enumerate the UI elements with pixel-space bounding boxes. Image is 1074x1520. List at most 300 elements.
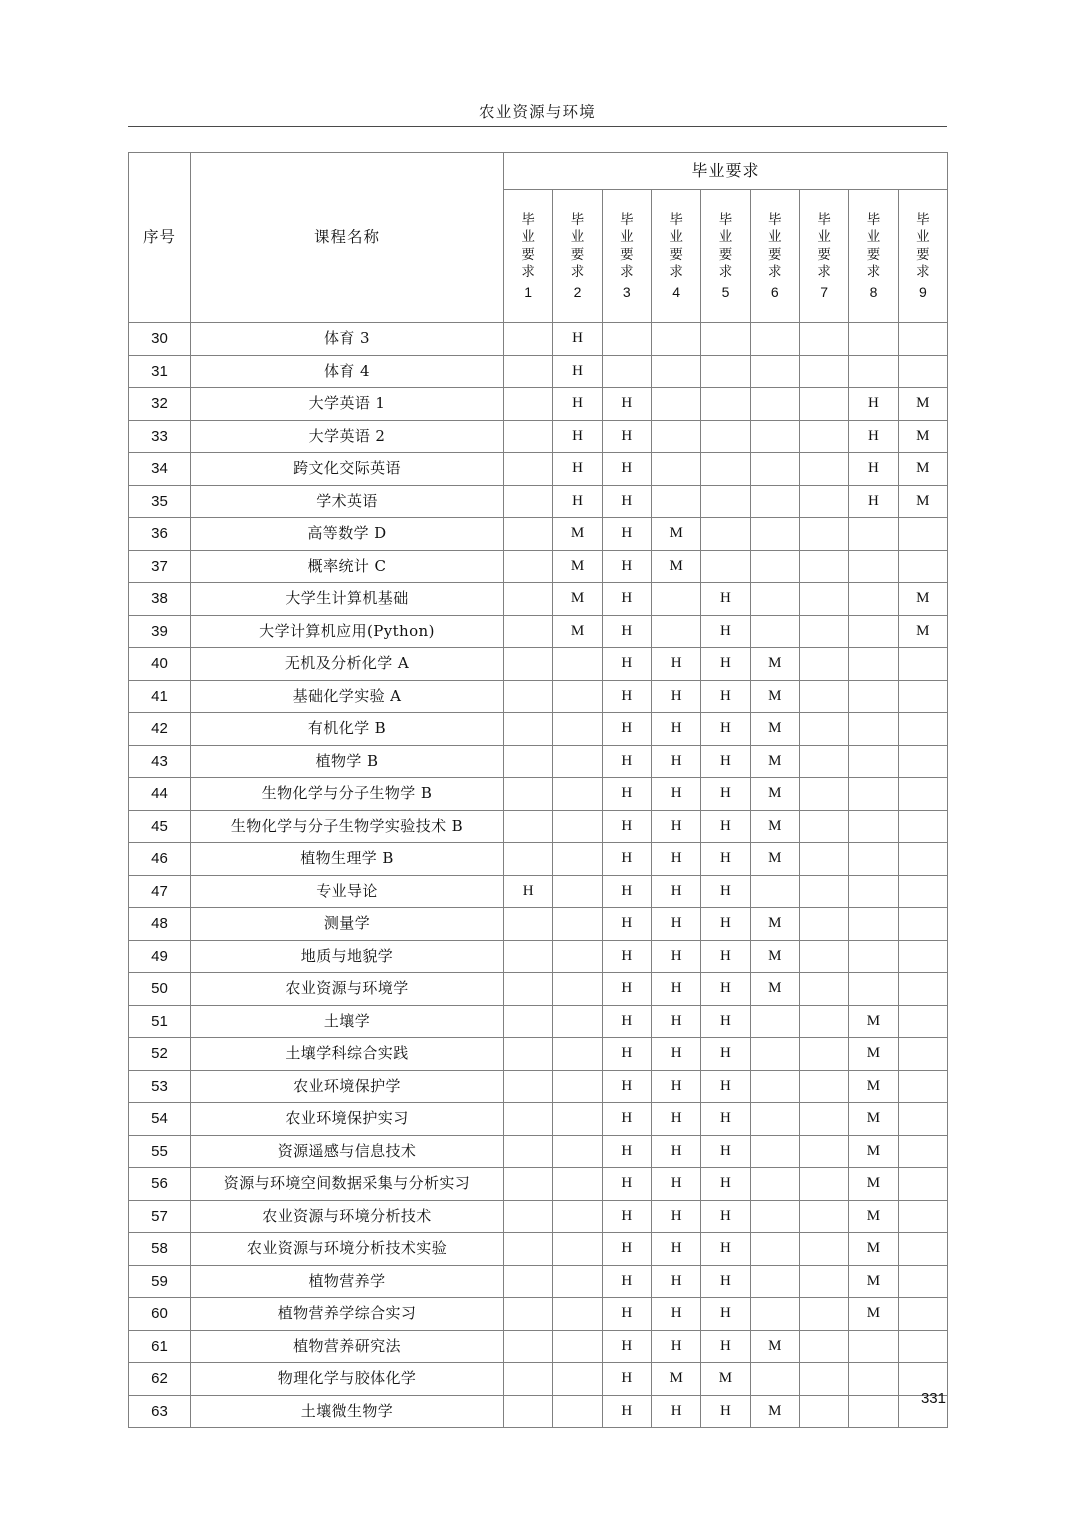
cell-requirement-5: H xyxy=(701,583,750,616)
cell-requirement-6 xyxy=(750,388,799,421)
cell-requirement-2 xyxy=(553,648,602,681)
cell-index: 58 xyxy=(129,1233,191,1266)
cell-requirement-2 xyxy=(553,908,602,941)
cell-requirement-3: H xyxy=(602,420,651,453)
cell-requirement-6: M xyxy=(750,648,799,681)
cell-index: 54 xyxy=(129,1103,191,1136)
cell-requirement-7 xyxy=(799,810,848,843)
cell-requirement-8 xyxy=(849,615,898,648)
column-header-requirement-3: 毕 业 要 求 3 xyxy=(602,190,651,323)
cell-requirement-7 xyxy=(799,778,848,811)
cell-requirement-5: H xyxy=(701,875,750,908)
cell-requirement-9 xyxy=(898,1070,947,1103)
cell-requirement-3: H xyxy=(602,1265,651,1298)
table-row xyxy=(129,1038,948,1071)
cell-index: 41 xyxy=(129,680,191,713)
cell-requirement-2 xyxy=(553,1038,602,1071)
cell-course-name: 植物生理学 B xyxy=(191,843,504,876)
cell-requirement-8 xyxy=(849,518,898,551)
cell-requirement-6: M xyxy=(750,810,799,843)
column-header-requirement-7: 毕 业 要 求 7 xyxy=(799,190,848,323)
table-row xyxy=(129,810,948,843)
table-row xyxy=(129,1200,948,1233)
cell-requirement-9 xyxy=(898,1200,947,1233)
cell-requirement-3: H xyxy=(602,940,651,973)
cell-requirement-9: M xyxy=(898,453,947,486)
cell-requirement-8 xyxy=(849,648,898,681)
cell-requirement-3: H xyxy=(602,778,651,811)
table-row xyxy=(129,1103,948,1136)
cell-requirement-5: H xyxy=(701,810,750,843)
cell-requirement-4 xyxy=(651,583,700,616)
cell-requirement-5: M xyxy=(701,1363,750,1396)
cell-requirement-4: H xyxy=(651,1038,700,1071)
cell-requirement-5: H xyxy=(701,680,750,713)
cell-requirement-8: M xyxy=(849,1103,898,1136)
cell-requirement-5: H xyxy=(701,745,750,778)
cell-course-name: 土壤学科综合实践 xyxy=(191,1038,504,1071)
column-header-requirement-6: 毕 业 要 求 6 xyxy=(750,190,799,323)
cell-course-name: 大学英语 1 xyxy=(191,388,504,421)
cell-course-name: 无机及分析化学 A xyxy=(191,648,504,681)
cell-requirement-1 xyxy=(504,648,553,681)
cell-requirement-4: H xyxy=(651,1395,700,1428)
table-row xyxy=(129,1135,948,1168)
cell-requirement-4: H xyxy=(651,778,700,811)
cell-requirement-6 xyxy=(750,485,799,518)
cell-requirement-5: H xyxy=(701,1103,750,1136)
cell-requirement-7 xyxy=(799,1265,848,1298)
cell-requirement-4: H xyxy=(651,940,700,973)
cell-index: 38 xyxy=(129,583,191,616)
cell-course-name: 土壤学 xyxy=(191,1005,504,1038)
cell-course-name: 跨文化交际英语 xyxy=(191,453,504,486)
cell-requirement-8: M xyxy=(849,1070,898,1103)
table-row xyxy=(129,713,948,746)
cell-requirement-7 xyxy=(799,355,848,388)
cell-requirement-3: H xyxy=(602,1395,651,1428)
page-number: 331 xyxy=(920,1390,946,1407)
cell-requirement-3: H xyxy=(602,550,651,583)
cell-requirement-3: H xyxy=(602,875,651,908)
cell-requirement-5: H xyxy=(701,843,750,876)
cell-requirement-4 xyxy=(651,355,700,388)
cell-requirement-1 xyxy=(504,1395,553,1428)
cell-requirement-6 xyxy=(750,1233,799,1266)
cell-index: 59 xyxy=(129,1265,191,1298)
cell-requirement-5 xyxy=(701,518,750,551)
cell-requirement-5: H xyxy=(701,1168,750,1201)
cell-course-name: 植物营养学 xyxy=(191,1265,504,1298)
cell-requirement-1 xyxy=(504,843,553,876)
cell-requirement-6 xyxy=(750,1070,799,1103)
cell-requirement-8 xyxy=(849,1395,898,1428)
cell-requirement-4: H xyxy=(651,875,700,908)
cell-index: 30 xyxy=(129,323,191,356)
cell-requirement-9 xyxy=(898,323,947,356)
cell-requirement-3: H xyxy=(602,745,651,778)
cell-requirement-2 xyxy=(553,940,602,973)
cell-requirement-4: H xyxy=(651,1233,700,1266)
cell-course-name: 物理化学与胶体化学 xyxy=(191,1363,504,1396)
cell-requirement-2 xyxy=(553,1103,602,1136)
cell-requirement-9 xyxy=(898,1330,947,1363)
cell-requirement-9 xyxy=(898,1298,947,1331)
cell-requirement-3: H xyxy=(602,1103,651,1136)
cell-index: 53 xyxy=(129,1070,191,1103)
table-row xyxy=(129,973,948,1006)
cell-requirement-6: M xyxy=(750,1330,799,1363)
cell-requirement-2 xyxy=(553,1363,602,1396)
cell-requirement-8: M xyxy=(849,1168,898,1201)
cell-requirement-2: H xyxy=(553,323,602,356)
cell-requirement-2 xyxy=(553,1200,602,1233)
cell-requirement-2: M xyxy=(553,583,602,616)
cell-requirement-9 xyxy=(898,518,947,551)
cell-requirement-7 xyxy=(799,550,848,583)
table-row xyxy=(129,420,948,453)
cell-requirement-1 xyxy=(504,1233,553,1266)
cell-requirement-8: M xyxy=(849,1265,898,1298)
cell-requirement-7 xyxy=(799,615,848,648)
cell-course-name: 基础化学实验 A xyxy=(191,680,504,713)
cell-requirement-8 xyxy=(849,355,898,388)
cell-requirement-3: H xyxy=(602,908,651,941)
cell-requirement-6: M xyxy=(750,843,799,876)
cell-requirement-5 xyxy=(701,388,750,421)
cell-requirement-8 xyxy=(849,550,898,583)
matrix-table xyxy=(128,152,948,1428)
cell-requirement-9 xyxy=(898,843,947,876)
cell-index: 36 xyxy=(129,518,191,551)
cell-index: 31 xyxy=(129,355,191,388)
cell-requirement-6 xyxy=(750,355,799,388)
cell-requirement-9 xyxy=(898,908,947,941)
cell-requirement-7 xyxy=(799,1363,848,1396)
cell-course-name: 生物化学与分子生物学实验技术 B xyxy=(191,810,504,843)
cell-requirement-6 xyxy=(750,453,799,486)
cell-requirement-4 xyxy=(651,615,700,648)
cell-requirement-3 xyxy=(602,355,651,388)
cell-index: 48 xyxy=(129,908,191,941)
table-row xyxy=(129,908,948,941)
cell-requirement-7 xyxy=(799,648,848,681)
table-row xyxy=(129,485,948,518)
table-row xyxy=(129,323,948,356)
cell-requirement-5 xyxy=(701,420,750,453)
cell-requirement-3: H xyxy=(602,1200,651,1233)
cell-requirement-4: H xyxy=(651,1070,700,1103)
cell-requirement-7 xyxy=(799,1233,848,1266)
cell-requirement-8 xyxy=(849,843,898,876)
cell-course-name: 高等数学 D xyxy=(191,518,504,551)
cell-requirement-6 xyxy=(750,1005,799,1038)
cell-requirement-5: H xyxy=(701,1298,750,1331)
cell-requirement-4: H xyxy=(651,1103,700,1136)
cell-requirement-1 xyxy=(504,908,553,941)
cell-course-name: 地质与地貌学 xyxy=(191,940,504,973)
cell-requirement-8: M xyxy=(849,1038,898,1071)
cell-index: 61 xyxy=(129,1330,191,1363)
cell-requirement-9 xyxy=(898,1038,947,1071)
cell-course-name: 测量学 xyxy=(191,908,504,941)
cell-requirement-9 xyxy=(898,355,947,388)
cell-requirement-5: H xyxy=(701,1200,750,1233)
column-header-requirement-2: 毕 业 要 求 2 xyxy=(553,190,602,323)
cell-requirement-1 xyxy=(504,1298,553,1331)
cell-requirement-1 xyxy=(504,583,553,616)
cell-requirement-6 xyxy=(750,1265,799,1298)
table-header-row-top xyxy=(129,153,948,190)
table-row xyxy=(129,1265,948,1298)
cell-course-name: 植物学 B xyxy=(191,745,504,778)
cell-requirement-7 xyxy=(799,1395,848,1428)
cell-requirement-4: H xyxy=(651,745,700,778)
cell-requirement-1 xyxy=(504,1168,553,1201)
cell-requirement-8 xyxy=(849,810,898,843)
cell-requirement-9: M xyxy=(898,615,947,648)
table-row xyxy=(129,1168,948,1201)
cell-requirement-6 xyxy=(750,875,799,908)
cell-requirement-1 xyxy=(504,388,553,421)
cell-requirement-4 xyxy=(651,485,700,518)
cell-requirement-8: M xyxy=(849,1233,898,1266)
cell-requirement-1 xyxy=(504,1070,553,1103)
cell-requirement-2 xyxy=(553,680,602,713)
cell-course-name: 农业环境保护实习 xyxy=(191,1103,504,1136)
cell-index: 60 xyxy=(129,1298,191,1331)
cell-requirement-8 xyxy=(849,973,898,1006)
table-row xyxy=(129,745,948,778)
cell-requirement-8 xyxy=(849,680,898,713)
cell-requirement-6 xyxy=(750,518,799,551)
cell-requirement-9 xyxy=(898,550,947,583)
cell-requirement-5: H xyxy=(701,713,750,746)
cell-requirement-2 xyxy=(553,1265,602,1298)
cell-course-name: 大学英语 2 xyxy=(191,420,504,453)
table-row xyxy=(129,355,948,388)
column-header-index: 序号 xyxy=(129,153,191,323)
cell-requirement-2: H xyxy=(553,485,602,518)
cell-requirement-6: M xyxy=(750,973,799,1006)
cell-index: 33 xyxy=(129,420,191,453)
cell-requirement-5 xyxy=(701,485,750,518)
cell-index: 47 xyxy=(129,875,191,908)
cell-course-name: 体育 3 xyxy=(191,323,504,356)
cell-requirement-8: M xyxy=(849,1200,898,1233)
cell-requirement-2: M xyxy=(553,550,602,583)
cell-requirement-8 xyxy=(849,323,898,356)
cell-requirement-4: H xyxy=(651,1265,700,1298)
table-row xyxy=(129,1070,948,1103)
cell-requirement-4: H xyxy=(651,1135,700,1168)
cell-requirement-7 xyxy=(799,1298,848,1331)
cell-requirement-8 xyxy=(849,1363,898,1396)
cell-requirement-9 xyxy=(898,1168,947,1201)
cell-requirement-8: H xyxy=(849,453,898,486)
running-head: 农业资源与环境 xyxy=(479,103,596,121)
cell-requirement-1 xyxy=(504,453,553,486)
cell-requirement-4: H xyxy=(651,1005,700,1038)
cell-course-name: 土壤微生物学 xyxy=(191,1395,504,1428)
cell-requirement-6: M xyxy=(750,908,799,941)
cell-requirement-1 xyxy=(504,973,553,1006)
cell-index: 57 xyxy=(129,1200,191,1233)
cell-index: 34 xyxy=(129,453,191,486)
cell-requirement-5 xyxy=(701,453,750,486)
cell-requirement-7 xyxy=(799,908,848,941)
cell-index: 51 xyxy=(129,1005,191,1038)
cell-requirement-4: H xyxy=(651,908,700,941)
cell-course-name: 有机化学 B xyxy=(191,713,504,746)
cell-index: 52 xyxy=(129,1038,191,1071)
cell-requirement-7 xyxy=(799,388,848,421)
cell-requirement-1 xyxy=(504,940,553,973)
cell-requirement-3: H xyxy=(602,680,651,713)
cell-course-name: 植物营养研究法 xyxy=(191,1330,504,1363)
cell-requirement-4 xyxy=(651,388,700,421)
cell-requirement-6 xyxy=(750,615,799,648)
table-row xyxy=(129,940,948,973)
table-row xyxy=(129,1330,948,1363)
cell-requirement-4: H xyxy=(651,810,700,843)
cell-requirement-2 xyxy=(553,973,602,1006)
table-row xyxy=(129,1363,948,1396)
column-header-requirement-9: 毕 业 要 求 9 xyxy=(898,190,947,323)
cell-requirement-9 xyxy=(898,648,947,681)
cell-index: 43 xyxy=(129,745,191,778)
cell-requirement-5 xyxy=(701,355,750,388)
cell-requirement-7 xyxy=(799,518,848,551)
cell-requirement-9 xyxy=(898,1005,947,1038)
cell-requirement-8 xyxy=(849,713,898,746)
cell-requirement-4: M xyxy=(651,550,700,583)
cell-requirement-4 xyxy=(651,323,700,356)
cell-requirement-4: H xyxy=(651,843,700,876)
cell-requirement-4: M xyxy=(651,1363,700,1396)
cell-requirement-4: H xyxy=(651,713,700,746)
cell-requirement-9 xyxy=(898,713,947,746)
cell-requirement-2 xyxy=(553,1330,602,1363)
cell-requirement-8: M xyxy=(849,1005,898,1038)
table-row xyxy=(129,1233,948,1266)
cell-requirement-4 xyxy=(651,420,700,453)
cell-requirement-9 xyxy=(898,1265,947,1298)
cell-index: 56 xyxy=(129,1168,191,1201)
cell-requirement-4: H xyxy=(651,1168,700,1201)
cell-requirement-1: H xyxy=(504,875,553,908)
cell-requirement-7 xyxy=(799,940,848,973)
cell-requirement-2 xyxy=(553,1135,602,1168)
cell-requirement-7 xyxy=(799,973,848,1006)
cell-requirement-1 xyxy=(504,420,553,453)
cell-course-name: 农业资源与环境分析技术 xyxy=(191,1200,504,1233)
cell-requirement-1 xyxy=(504,810,553,843)
cell-requirement-6 xyxy=(750,1038,799,1071)
cell-requirement-3: H xyxy=(602,810,651,843)
cell-requirement-7 xyxy=(799,1103,848,1136)
cell-course-name: 学术英语 xyxy=(191,485,504,518)
cell-requirement-2 xyxy=(553,1005,602,1038)
cell-requirement-7 xyxy=(799,1135,848,1168)
table-row xyxy=(129,875,948,908)
cell-requirement-2 xyxy=(553,810,602,843)
cell-requirement-9: M xyxy=(898,420,947,453)
cell-requirement-5 xyxy=(701,323,750,356)
cell-requirement-4: H xyxy=(651,973,700,1006)
cell-requirement-7 xyxy=(799,583,848,616)
table-row xyxy=(129,550,948,583)
cell-requirement-3: H xyxy=(602,1363,651,1396)
cell-requirement-8: H xyxy=(849,420,898,453)
cell-requirement-3: H xyxy=(602,518,651,551)
cell-requirement-6 xyxy=(750,1103,799,1136)
cell-requirement-4 xyxy=(651,453,700,486)
cell-requirement-4: H xyxy=(651,1330,700,1363)
cell-requirement-3: H xyxy=(602,973,651,1006)
cell-requirement-8 xyxy=(849,940,898,973)
cell-requirement-4: M xyxy=(651,518,700,551)
cell-requirement-3: H xyxy=(602,485,651,518)
cell-requirement-7 xyxy=(799,745,848,778)
cell-requirement-5: H xyxy=(701,1070,750,1103)
cell-requirement-7 xyxy=(799,875,848,908)
table-row xyxy=(129,388,948,421)
cell-requirement-6: M xyxy=(750,1395,799,1428)
cell-requirement-6 xyxy=(750,420,799,453)
cell-requirement-6 xyxy=(750,1135,799,1168)
cell-requirement-5: H xyxy=(701,1005,750,1038)
cell-requirement-1 xyxy=(504,1330,553,1363)
table-row xyxy=(129,680,948,713)
cell-requirement-3: H xyxy=(602,648,651,681)
cell-requirement-1 xyxy=(504,1005,553,1038)
table-row xyxy=(129,453,948,486)
cell-index: 46 xyxy=(129,843,191,876)
cell-course-name: 农业资源与环境学 xyxy=(191,973,504,1006)
cell-requirement-7 xyxy=(799,485,848,518)
cell-requirement-6 xyxy=(750,550,799,583)
cell-requirement-9 xyxy=(898,875,947,908)
cell-requirement-9 xyxy=(898,1135,947,1168)
course-requirement-matrix xyxy=(128,152,947,1428)
cell-requirement-8 xyxy=(849,778,898,811)
column-header-requirement-5: 毕 业 要 求 5 xyxy=(701,190,750,323)
cell-requirement-1 xyxy=(504,778,553,811)
cell-requirement-8 xyxy=(849,875,898,908)
cell-requirement-4: H xyxy=(651,648,700,681)
column-header-requirement-1: 毕 业 要 求 1 xyxy=(504,190,553,323)
table-row xyxy=(129,648,948,681)
cell-requirement-2 xyxy=(553,713,602,746)
cell-requirement-2: H xyxy=(553,388,602,421)
table-body xyxy=(129,323,948,1428)
column-header-requirement-4: 毕 业 要 求 4 xyxy=(651,190,700,323)
cell-requirement-1 xyxy=(504,518,553,551)
column-header-requirement-8: 毕 业 要 求 8 xyxy=(849,190,898,323)
cell-requirement-5: H xyxy=(701,940,750,973)
cell-course-name: 体育 4 xyxy=(191,355,504,388)
cell-requirement-6: M xyxy=(750,713,799,746)
cell-requirement-3: H xyxy=(602,583,651,616)
cell-requirement-7 xyxy=(799,1200,848,1233)
cell-requirement-7 xyxy=(799,843,848,876)
cell-index: 49 xyxy=(129,940,191,973)
cell-requirement-4: H xyxy=(651,1298,700,1331)
cell-requirement-8 xyxy=(849,908,898,941)
cell-requirement-3: H xyxy=(602,1233,651,1266)
cell-course-name: 植物营养学综合实习 xyxy=(191,1298,504,1331)
